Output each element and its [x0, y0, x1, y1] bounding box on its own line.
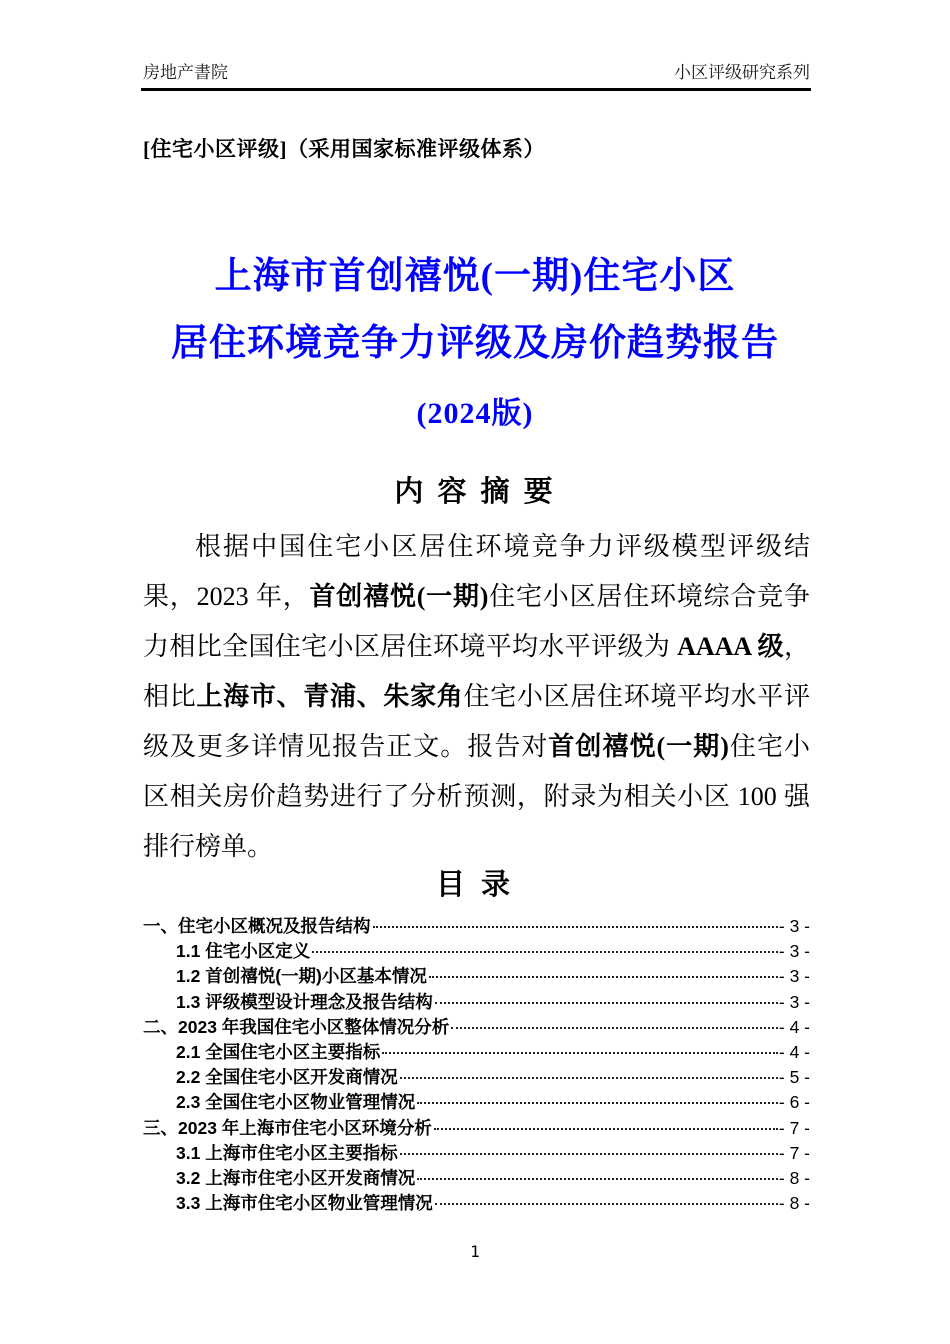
toc-item[interactable]	[143, 990, 810, 1015]
toc-item[interactable]	[143, 1065, 810, 1090]
summary-text-run: 住宅小区居住环境综合竞争力相比全国住宅小区居住环境平均水平评级为	[143, 582, 810, 661]
toc-dotted-leader	[435, 1203, 778, 1205]
toc-dotted-leader	[429, 976, 778, 978]
report-title-line-1: 上海市首创禧悦(一期)住宅小区	[214, 256, 736, 297]
toc-dotted-leader	[400, 1153, 778, 1155]
toc-page-number: - 8 -	[778, 1167, 810, 1188]
summary-bold-run: 首创禧悦(一期)	[309, 582, 489, 611]
toc-item[interactable]	[143, 1040, 810, 1065]
toc-item[interactable]	[143, 1015, 810, 1040]
report-title-line-2: 居住环境竞争力评级及房价趋势报告	[171, 323, 779, 364]
summary-text-run: ，相比	[143, 632, 810, 711]
toc-page-number: - 6 -	[778, 1092, 810, 1113]
summary-bold-run: 上海市、青浦、朱家角	[196, 682, 464, 711]
running-header	[143, 62, 810, 84]
toc-page-number: - 8 -	[778, 1193, 810, 1214]
report-title-edition: (2024版)	[416, 397, 534, 430]
summary-bold-run: AAAA 级	[677, 632, 784, 661]
toc-item-label: 3.1 上海市住宅小区主要指标	[176, 1142, 398, 1163]
page-footer	[0, 1242, 950, 1261]
toc-dotted-leader	[400, 1077, 778, 1079]
toc-page-number: - 3 -	[778, 916, 810, 936]
toc-dotted-leader	[312, 951, 778, 953]
toc-dotted-leader	[382, 1052, 778, 1054]
toc-item[interactable]	[143, 1191, 810, 1216]
toc-dotted-leader	[417, 1102, 778, 1104]
toc-item-label: 1.3 评级模型设计理念及报告结构	[176, 991, 433, 1012]
rating-system-banner: [住宅小区评级]（采用国家标准评级体系）	[143, 137, 545, 161]
toc-item-label: 三、2023 年上海市住宅小区环境分析	[143, 1117, 432, 1138]
toc-page-number: - 7 -	[778, 1117, 810, 1138]
header-rule	[141, 88, 811, 91]
summary-bold-run: 首创禧悦(一期)	[548, 732, 729, 761]
toc-page-number: - 7 -	[778, 1142, 810, 1163]
summary-heading: 内 容 摘 要	[394, 476, 556, 508]
toc-page-number: - 4 -	[778, 1041, 810, 1062]
toc-item[interactable]	[143, 1141, 810, 1166]
toc-item[interactable]	[143, 1116, 810, 1141]
toc-item-label: 2.2 全国住宅小区开发商情况	[176, 1067, 398, 1088]
toc-item[interactable]	[143, 1090, 810, 1115]
toc-heading: 目 录	[435, 869, 515, 901]
summary-text-run: 住宅小区相关房价趋势进行了分析预测，附录为相关小区 100 强排行榜单。	[143, 732, 810, 861]
toc-item[interactable]	[143, 1166, 810, 1191]
toc-page-number: - 3 -	[778, 991, 810, 1012]
toc-page-number: - 3 -	[778, 941, 810, 962]
summary-text-run: 根据中国住宅小区居住环境竞争力评级模型评级结果，2023 年，	[143, 532, 810, 611]
toc-page-number: - 4 -	[778, 1016, 810, 1037]
toc-dotted-leader	[417, 1178, 778, 1180]
toc-page-number: - 3 -	[778, 966, 810, 987]
toc-item[interactable]	[143, 964, 810, 989]
table-of-contents	[143, 914, 810, 1216]
toc-item-label: 1.2 首创禧悦(一期)小区基本情况	[176, 966, 427, 987]
toc-dotted-leader	[435, 1002, 778, 1004]
page-number: 1	[470, 1242, 480, 1261]
toc-item-label: 1.1 住宅小区定义	[176, 941, 311, 962]
header-left-text: 房地产書院	[143, 63, 228, 82]
toc-item-label: 二、2023 年我国住宅小区整体情况分析	[143, 1016, 450, 1037]
toc-item-label: 2.3 全国住宅小区物业管理情况	[176, 1092, 416, 1113]
toc-item[interactable]	[143, 914, 810, 939]
toc-page-number: - 5 -	[778, 1067, 810, 1088]
toc-dotted-leader	[434, 1128, 778, 1130]
toc-item[interactable]	[143, 939, 810, 964]
toc-item-label: 2.1 全国住宅小区主要指标	[176, 1041, 381, 1062]
summary-paragraph	[143, 522, 810, 872]
toc-dotted-leader	[373, 926, 778, 928]
report-title	[0, 243, 950, 434]
toc-item-label: 3.3 上海市住宅小区物业管理情况	[176, 1193, 433, 1214]
summary-text-run: 住宅小区居住环境平均水平评级及更多详情见报告正文。报告对	[143, 682, 810, 761]
toc-dotted-leader	[451, 1027, 778, 1029]
toc-item-label: 一、住宅小区概况及报告结构	[143, 916, 371, 936]
header-right-text: 小区评级研究系列	[674, 63, 810, 82]
toc-item-label: 3.2 上海市住宅小区开发商情况	[176, 1167, 416, 1188]
